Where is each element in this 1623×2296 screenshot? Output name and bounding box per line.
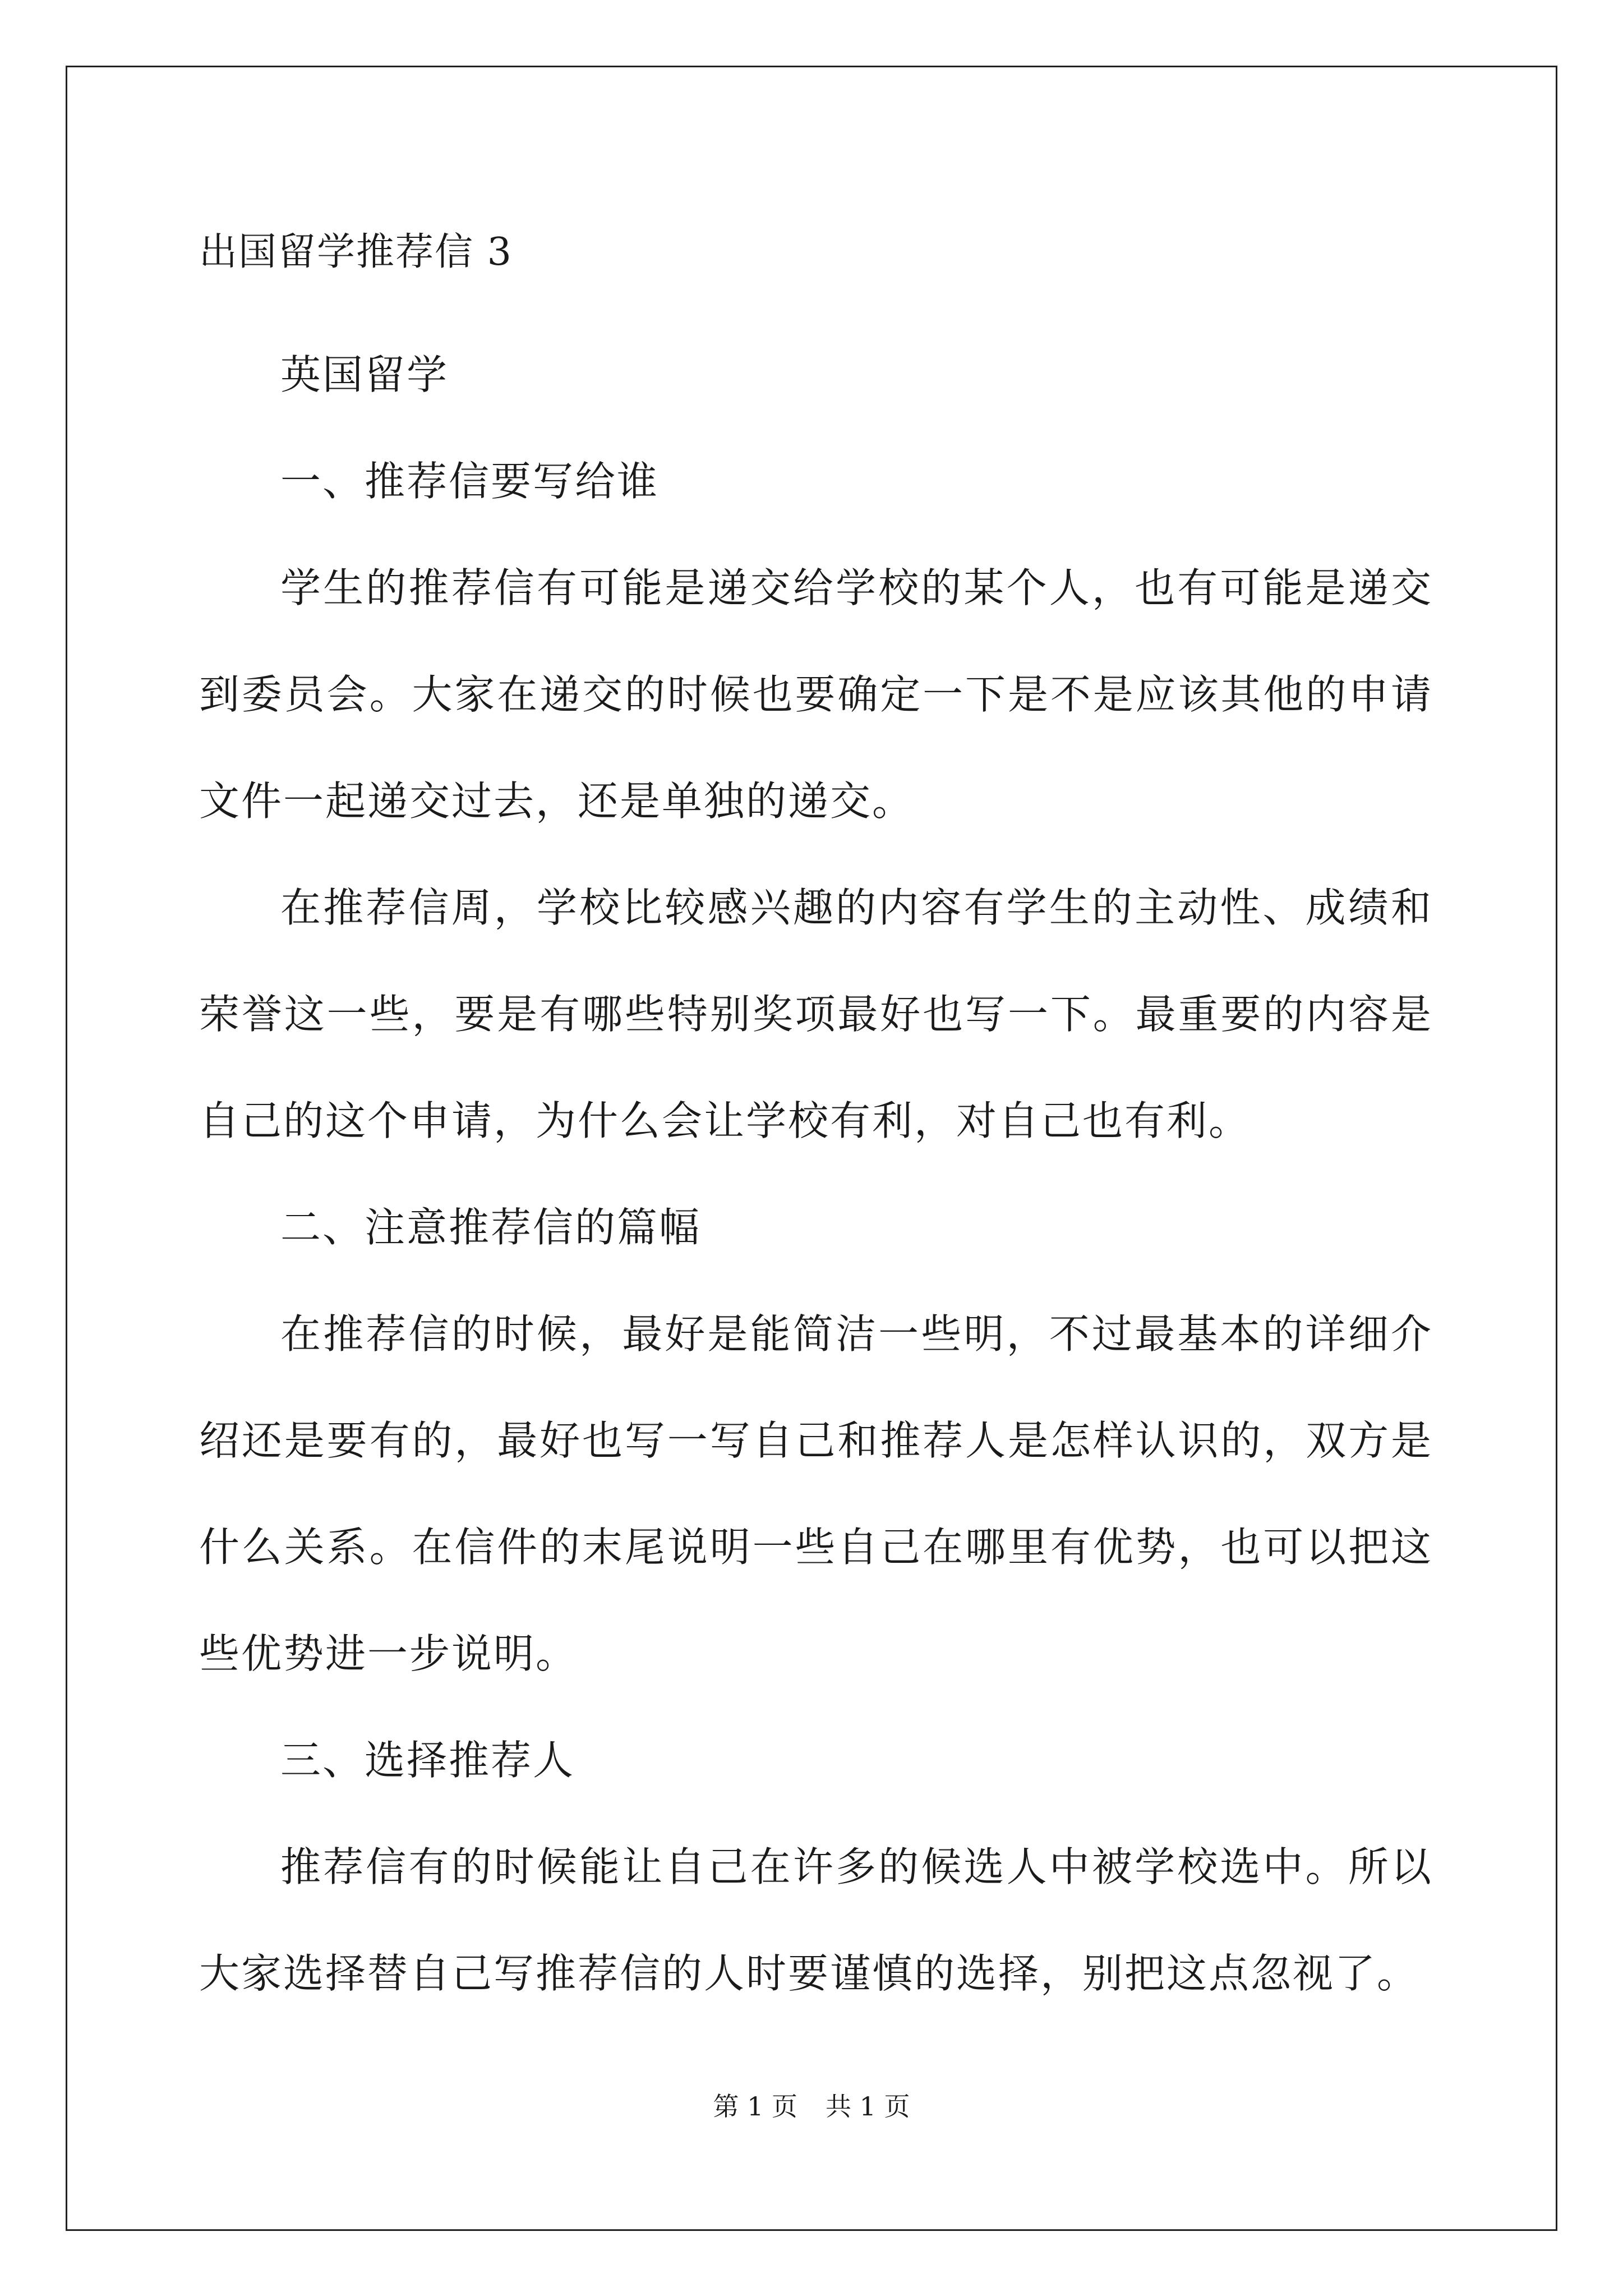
page-footer [0,2090,1623,2123]
section-heading: 三、选择推荐人 [280,1737,575,1784]
section-heading: 二、注意推荐信的篇幅 [280,1204,702,1251]
paragraph: 学生的推荐信有可能是递交给学校的某个人，也有可能是递交到委员会。大家在递交的时候也要确定一下是不是应该其他的申请文件一起递交过去，还是单独的递交。 [199,564,1433,825]
paragraph: 在推荐信周，学校比较感兴趣的内容有学生的主动性、成绩和荣誉这一些，要是有哪些特别奖项最好也写一下。最重要的内容是自己的这个申请，为什么会让学校有利，对自己也有利。 [199,884,1433,1144]
page-total: 共 1 页 [826,2091,910,2122]
page-number: 第 1 页 [713,2091,797,2122]
section-heading: 英国留学 [280,351,449,398]
paragraph: 在推荐信的时候，最好是能简洁一些明，不过最基本的详细介绍还是要有的，最好也写一写自己和推荐人是怎样认识的，双方是什么关系。在信件的末尾说明一些自己在哪里有优势，也可以把这些优势进一步说明。 [199,1310,1433,1677]
document-title: 出国留学推荐信 3 [199,230,513,274]
section-heading: 一、推荐信要写给谁 [280,458,660,505]
paragraph: 推荐信有的时候能让自己在许多的候选人中被学校选中。所以大家选择替自己写推荐信的人时要谨慎的选择，别把这点忽视了。 [199,1843,1433,1997]
document-body [199,216,1433,2027]
